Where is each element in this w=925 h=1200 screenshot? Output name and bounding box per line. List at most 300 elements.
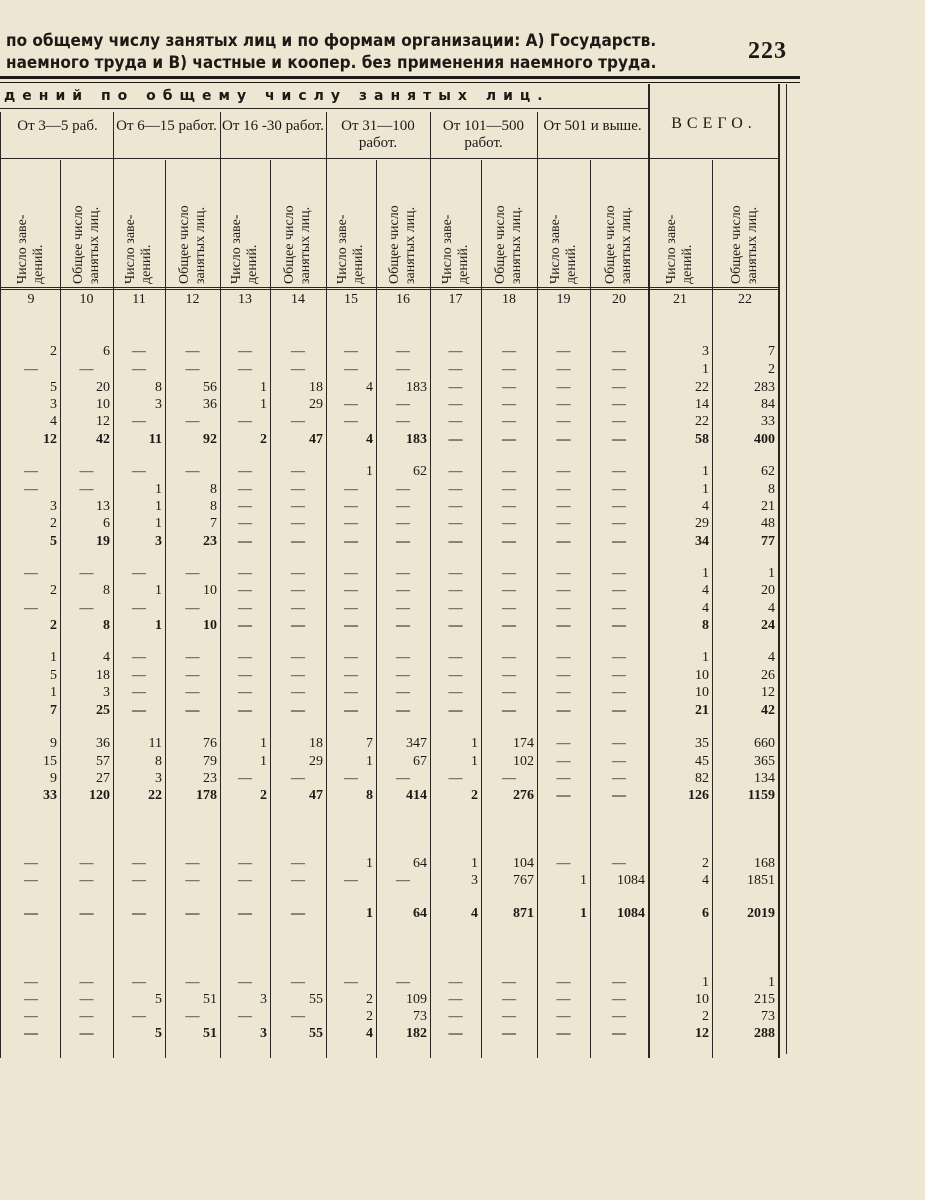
table-cell: — (448, 499, 463, 514)
table-cell: — (291, 566, 305, 581)
table-cell: — (238, 534, 252, 549)
table-cell: — (291, 703, 305, 718)
table-cell: 2 (702, 856, 709, 871)
table-cell: — (502, 344, 516, 359)
outer-right-border (786, 84, 787, 1054)
table-cell: — (396, 566, 410, 581)
table-cell: — (344, 344, 358, 359)
table-cell: — (612, 788, 626, 803)
column-number: 10 (79, 292, 94, 307)
table-cell: 1 (366, 906, 373, 921)
table-cell: 25 (96, 703, 110, 718)
table-cell: 6 (103, 344, 110, 359)
table-cell: 4 (768, 601, 775, 616)
table-cell: 58 (695, 432, 709, 447)
table-cell: — (556, 601, 571, 616)
table-cell: 6 (702, 906, 709, 921)
table-cell: — (448, 414, 463, 429)
table-cell: 14 (695, 397, 709, 412)
subhead-persons (484, 164, 534, 284)
table-cell: 55 (309, 992, 323, 1007)
table-cell: — (238, 414, 252, 429)
table-cell: — (24, 362, 38, 377)
table-cell: — (132, 668, 146, 683)
table-cell: — (556, 380, 571, 395)
table-cell: 178 (196, 788, 217, 803)
table-cell: — (396, 703, 410, 718)
table-cell: — (612, 414, 626, 429)
table-cell: — (185, 873, 200, 888)
subhead-persons (720, 164, 770, 284)
table-cell: 2 (50, 583, 57, 598)
subhead-line-2: занятых лиц. (509, 206, 524, 284)
table-cell: 4 (471, 906, 478, 921)
table-cell: 120 (89, 788, 110, 803)
table-cell: 7 (768, 344, 775, 359)
table-cell: — (612, 685, 626, 700)
table-cell: 8 (103, 583, 110, 598)
subhead-line-2: дений. (31, 244, 46, 284)
subhead-persons (378, 164, 428, 284)
table-cell: 27 (96, 771, 110, 786)
table-cell: 10 (695, 685, 709, 700)
table-cell: — (185, 906, 200, 921)
table-cell: 1084 (617, 906, 645, 921)
table-cell: — (238, 685, 252, 700)
table-cell: 3 (260, 992, 267, 1007)
table-cell: — (396, 397, 410, 412)
table-cell: — (132, 703, 146, 718)
table-cell: — (556, 754, 571, 769)
table-cell: 1 (702, 975, 709, 990)
table-cell: 1 (50, 685, 57, 700)
table-cell: 4 (768, 650, 775, 665)
table-cell: — (344, 534, 358, 549)
table-cell: 48 (761, 516, 775, 531)
table-cell: — (612, 499, 626, 514)
table-cell: — (291, 685, 305, 700)
column-number: 19 (556, 292, 571, 307)
table-cell: 47 (309, 432, 323, 447)
column-number: 9 (27, 292, 35, 307)
table-cell: — (556, 992, 571, 1007)
table-cell: — (185, 703, 200, 718)
table-cell: 3 (103, 685, 110, 700)
table-cell: 4 (50, 414, 57, 429)
table-cell: 4 (702, 601, 709, 616)
column-number: 13 (238, 292, 252, 307)
table-cell: — (612, 566, 626, 581)
table-cell: 33 (761, 414, 775, 429)
table-cell: 8 (155, 380, 162, 395)
subhead-line-2: дений. (563, 244, 579, 284)
table-cell: — (238, 856, 252, 871)
table-cell: — (448, 482, 463, 497)
group-label-4: От 31—100 работ. (341, 118, 415, 151)
table-cell: — (185, 566, 200, 581)
table-cell: — (502, 499, 516, 514)
table-cell: 73 (761, 1009, 775, 1024)
table-cell: 10 (695, 992, 709, 1007)
table-cell: — (502, 414, 516, 429)
table-cell: 276 (513, 788, 534, 803)
table-cell: 35 (695, 736, 709, 751)
table-cell: — (132, 906, 146, 921)
table-cell: — (556, 414, 571, 429)
table-cell: — (132, 856, 146, 871)
table-cell: — (396, 344, 410, 359)
table-cell: — (556, 856, 571, 871)
table-cell: 1 (471, 856, 478, 871)
table-cell: — (291, 482, 305, 497)
rule-under-span-title (0, 108, 648, 109)
table-cell: — (556, 397, 571, 412)
table-cell: 55 (309, 1026, 323, 1041)
table-cell: 414 (406, 788, 427, 803)
table-cell: 29 (695, 516, 709, 531)
table-cell: 8 (155, 754, 162, 769)
table-cell: — (79, 906, 94, 921)
table-cell: — (396, 583, 410, 598)
table-cell: — (344, 601, 358, 616)
subhead-line-2: занятых лиц. (192, 206, 208, 284)
table-cell: 11 (148, 432, 162, 447)
table-cell: — (344, 516, 358, 531)
table-cell: — (344, 583, 358, 598)
table-cell: — (448, 516, 463, 531)
table-cell: — (132, 685, 146, 700)
column-number: 11 (132, 292, 146, 307)
table-cell: — (502, 668, 516, 683)
table-cell: — (238, 499, 252, 514)
column-number: 14 (291, 292, 305, 307)
table-cell: — (502, 650, 516, 665)
subhead-line-2: занятых лиц. (403, 206, 418, 284)
table-cell: 1 (471, 754, 478, 769)
table-cell: — (132, 344, 146, 359)
table-cell: 7 (210, 516, 217, 531)
table-cell: — (132, 1009, 146, 1024)
subhead-persons (168, 164, 218, 284)
table-cell: 5 (50, 534, 57, 549)
table-cell: 1 (366, 754, 373, 769)
table-cell: — (344, 685, 358, 700)
table-cell: — (185, 975, 200, 990)
table-cell: — (185, 344, 200, 359)
subhead-line-1: Число заве- (547, 214, 563, 284)
table-cell: — (291, 414, 305, 429)
table-cell: — (344, 703, 358, 718)
table-cell: — (24, 1009, 38, 1024)
table-cell: 4 (702, 499, 709, 514)
table-cell: 3 (155, 397, 162, 412)
table-cell: — (556, 432, 571, 447)
table-cell: — (79, 464, 94, 479)
table-cell: 1 (155, 499, 162, 514)
table-cell: — (238, 975, 252, 990)
table-cell: 1 (155, 482, 162, 497)
table-cell: — (185, 856, 200, 871)
table-cell: — (79, 856, 94, 871)
table-cell: 18 (309, 380, 323, 395)
table-cell: 2 (50, 618, 57, 633)
table-cell: — (24, 906, 38, 921)
table-cell: — (344, 873, 358, 888)
column-number: 22 (738, 292, 752, 307)
table-cell: — (238, 516, 252, 531)
table-cell: — (344, 362, 358, 377)
table-cell: 1851 (747, 873, 775, 888)
table-cell: — (448, 992, 463, 1007)
table-cell: — (612, 771, 626, 786)
table-cell: — (612, 754, 626, 769)
table-cell: — (556, 703, 571, 718)
table-cell: 8 (702, 618, 709, 633)
table-cell: 8 (210, 499, 217, 514)
table-cell: — (448, 566, 463, 581)
column-number: 12 (185, 292, 200, 307)
table-cell: — (502, 703, 516, 718)
table-cell: — (556, 344, 571, 359)
table-cell: 1 (702, 650, 709, 665)
table-cell: — (396, 685, 410, 700)
table-cell: 23 (203, 771, 217, 786)
table-cell: 3 (260, 1026, 267, 1041)
subhead-line-1: Общее число (493, 205, 508, 284)
table-cell: 57 (96, 754, 110, 769)
subhead-persons (594, 164, 644, 284)
table-cell: — (396, 414, 410, 429)
table-cell: — (132, 975, 146, 990)
subhead-establishments (326, 164, 376, 284)
group-label-1: От 3—5 раб. (17, 118, 98, 134)
subhead-line-2: дений. (139, 244, 154, 284)
subhead-establishments (431, 164, 481, 284)
table-cell: — (556, 1026, 571, 1041)
table-cell: 10 (96, 397, 110, 412)
table-cell: — (612, 344, 626, 359)
table-cell: — (291, 516, 305, 531)
table-cell: — (556, 771, 571, 786)
table-cell: 18 (309, 736, 323, 751)
table-cell: — (238, 583, 252, 598)
table-cell: 6 (103, 516, 110, 531)
table-cell: 2 (471, 788, 478, 803)
table-cell: — (79, 601, 94, 616)
table-cell: — (79, 566, 94, 581)
table-cell: 2 (260, 432, 267, 447)
table-cell: 92 (203, 432, 217, 447)
column-number: 21 (673, 292, 687, 307)
table-cell: 22 (148, 788, 162, 803)
subhead-line-1: Общее число (603, 205, 618, 284)
table-cell: — (291, 534, 305, 549)
table-cell: — (612, 583, 626, 598)
table-cell: — (24, 873, 38, 888)
table-cell: — (291, 771, 305, 786)
table-cell: — (238, 1009, 252, 1024)
subhead-line-1: Общее число (387, 205, 402, 284)
table-cell: — (396, 668, 410, 683)
table-cell: — (185, 601, 200, 616)
table-cell: — (344, 618, 358, 633)
table-cell: — (448, 975, 463, 990)
table-cell: 1 (155, 583, 162, 598)
table-cell: — (132, 464, 146, 479)
group-label-2: От 6—15 работ. (116, 118, 217, 134)
table-cell: 1 (768, 566, 775, 581)
table-cell: — (396, 499, 410, 514)
subhead-line-1: Число заве- (439, 214, 455, 284)
table-cell: — (238, 566, 252, 581)
table-cell: — (238, 482, 252, 497)
subhead-line-2: занятых лиц. (298, 206, 313, 284)
table-cell: 19 (96, 534, 110, 549)
table-cell: 64 (413, 906, 427, 921)
table-cell: — (612, 736, 626, 751)
table-cell: — (502, 397, 516, 412)
table-cell: — (291, 618, 305, 633)
table-cell: — (502, 566, 516, 581)
table-cell: 365 (754, 754, 775, 769)
subhead-line-2: дений. (245, 244, 260, 284)
table-cell: 7 (50, 703, 57, 718)
table-cell: — (291, 344, 305, 359)
subhead-line-2: занятых лиц. (86, 206, 102, 284)
table-cell: 4 (366, 432, 373, 447)
table-cell: — (448, 464, 463, 479)
table-cell: 10 (695, 668, 709, 683)
table-cell: 12 (96, 414, 110, 429)
subhead-line-2: дений. (680, 244, 695, 284)
table-cell: 134 (754, 771, 775, 786)
table-cell: 21 (695, 703, 709, 718)
table-cell: — (556, 362, 571, 377)
table-cell: — (132, 566, 146, 581)
table-cell: — (448, 771, 463, 786)
subhead-line-1: Число заве- (15, 214, 30, 284)
table-cell: 5 (50, 668, 57, 683)
table-cell: — (344, 499, 358, 514)
table-cell: 56 (203, 380, 217, 395)
table-cell: 2 (768, 362, 775, 377)
table-cell: — (291, 464, 305, 479)
table-cell: 36 (203, 397, 217, 412)
table-cell: — (502, 975, 516, 990)
table-cell: — (79, 482, 94, 497)
table-cell: 12 (695, 1026, 709, 1041)
table-cell: 45 (695, 754, 709, 769)
table-cell: 168 (754, 856, 775, 871)
table-cell: — (79, 362, 94, 377)
table-cell: 1 (155, 618, 162, 633)
table-cell: 1 (702, 566, 709, 581)
table-cell: — (24, 464, 38, 479)
table-cell: 11 (148, 736, 162, 751)
table-cell: 20 (761, 583, 775, 598)
table-cell: 21 (761, 499, 775, 514)
table-cell: — (396, 975, 410, 990)
table-cell: — (79, 873, 94, 888)
table-cell: 10 (203, 583, 217, 598)
table-cell: 3 (50, 499, 57, 514)
table-cell: — (556, 668, 571, 683)
table-cell: — (502, 1009, 516, 1024)
table-cell: — (238, 344, 252, 359)
column-number: 15 (344, 292, 358, 307)
table-cell: 4 (103, 650, 110, 665)
table-cell: 3 (155, 771, 162, 786)
table-cell: — (556, 534, 571, 549)
subhead-establishments (539, 164, 589, 284)
table-cell: — (238, 873, 252, 888)
table-cell: 15 (43, 754, 57, 769)
table-cell: 3 (50, 397, 57, 412)
table-cell: — (344, 566, 358, 581)
table-cell: — (238, 618, 252, 633)
table-cell: — (291, 906, 305, 921)
table-cell: 29 (309, 397, 323, 412)
table-cell: — (502, 516, 516, 531)
table-cell: — (502, 992, 516, 1007)
table-cell: — (502, 601, 516, 616)
table-cell: 12 (761, 685, 775, 700)
table-cell: 1 (768, 975, 775, 990)
table-cell: 174 (513, 736, 534, 751)
table-cell: — (185, 668, 200, 683)
table-cell: — (185, 362, 200, 377)
table-cell: 2019 (747, 906, 775, 921)
table-cell: — (556, 650, 571, 665)
table-cell: — (291, 975, 305, 990)
table-cell: 2 (366, 1009, 373, 1024)
right-border (778, 84, 780, 1058)
table-cell: — (556, 516, 571, 531)
group-label-3: От 16 -30 работ. (222, 118, 324, 134)
table-cell: — (291, 650, 305, 665)
table-cell: — (24, 975, 38, 990)
table-cell: 215 (754, 992, 775, 1007)
table-cell: — (448, 668, 463, 683)
table-cell: 1 (260, 754, 267, 769)
table-cell: — (291, 362, 305, 377)
table-cell: — (502, 534, 516, 549)
table-cell: — (502, 432, 516, 447)
table-cell: 22 (695, 414, 709, 429)
table-cell: 36 (96, 736, 110, 751)
table-cell: 20 (96, 380, 110, 395)
table-cell: 67 (413, 754, 427, 769)
table-cell: 5 (50, 380, 57, 395)
table-cell: — (612, 380, 626, 395)
table-cell: — (238, 668, 252, 683)
heading-line-1: по общему числу занятых лиц и по формам организации: А) Государств. (6, 31, 657, 51)
table-cell: — (185, 464, 200, 479)
table-cell: — (448, 380, 463, 395)
heading-line-2: наемного труда и В) частные и коопер. без применения наемного труда. (6, 53, 657, 73)
table-cell: — (448, 397, 463, 412)
table-cell: — (24, 992, 38, 1007)
column-number: 16 (396, 292, 410, 307)
table-cell: — (396, 601, 410, 616)
table-cell: — (185, 685, 200, 700)
table-cell: — (448, 685, 463, 700)
table-cell: 1 (260, 736, 267, 751)
table-cell: — (556, 975, 571, 990)
table-cell: — (556, 618, 571, 633)
subhead-line-1: Число заве- (335, 214, 350, 284)
rule-under-groups (0, 158, 778, 159)
